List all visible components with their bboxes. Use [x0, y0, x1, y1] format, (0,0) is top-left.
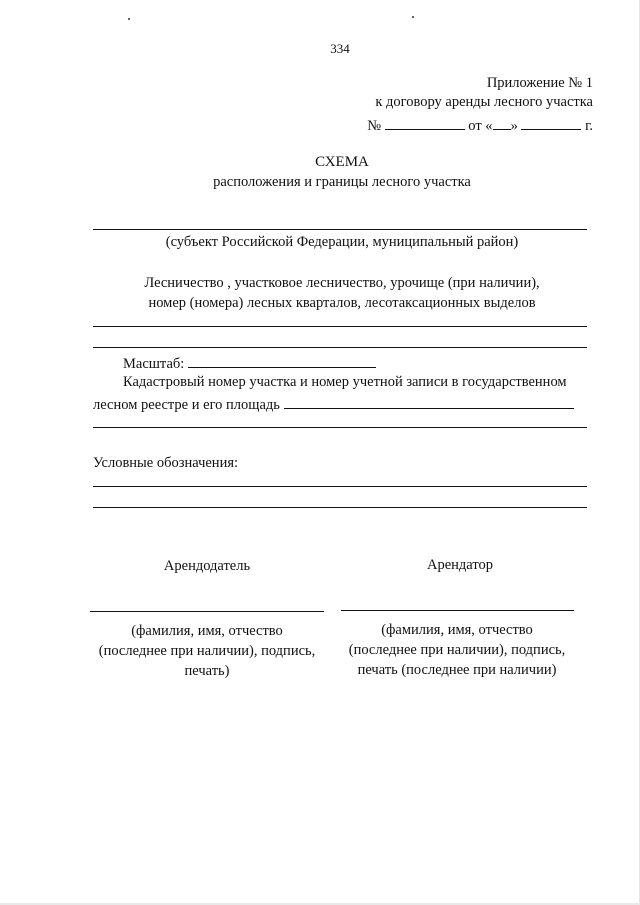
date-from-label: от «	[468, 118, 493, 134]
date-quote-close: »	[510, 118, 518, 134]
forestry-line-2: номер (номера) лесных кварталов, лесотаксационных выделов	[148, 295, 536, 311]
cadastral-line-1: Кадастровый номер участка и номер учетной записи в государственном	[123, 374, 567, 390]
document-subtitle: расположения и границы лесного участка	[213, 174, 471, 190]
page-number: 334	[330, 41, 350, 56]
scale-label: Масштаб:	[123, 356, 185, 372]
lessor-signature-field[interactable]	[90, 611, 324, 612]
cadastral-line-2: лесном реестре и его площадь	[93, 397, 280, 413]
contract-number-field[interactable]	[385, 115, 465, 130]
scan-speck	[412, 16, 414, 18]
scale-field[interactable]	[188, 353, 376, 368]
year-suffix: г.	[585, 118, 593, 134]
lessee-signature-field[interactable]	[341, 610, 574, 611]
date-day-field[interactable]	[493, 115, 511, 130]
cadastral-row-2	[93, 394, 574, 414]
legend-label: Условные обозначения:	[93, 455, 239, 471]
subject-field[interactable]	[93, 229, 587, 230]
subject-caption: (субъект Российской Федерации, муниципальный район)	[165, 234, 519, 250]
lessor-title: Арендодатель	[163, 558, 251, 574]
date-month-year-field[interactable]	[521, 115, 581, 130]
cadastral-field-line[interactable]	[93, 427, 587, 428]
legend-field-line-2[interactable]	[93, 507, 587, 508]
legend-field-line-1[interactable]	[93, 486, 587, 487]
lessor-caption-line-1: (фамилия, имя, отчество	[131, 623, 283, 639]
forestry-line-1: Лесничество , участковое лесничество, урочище (при наличии),	[144, 275, 540, 291]
lessor-caption-line-2: (последнее при наличии), подпись,	[98, 643, 316, 659]
lessee-caption-line-1: (фамилия, имя, отчество	[381, 622, 533, 638]
scale-row	[123, 353, 376, 373]
contract-number-line	[367, 115, 593, 135]
appendix-subtitle: к договору аренды лесного участка	[375, 94, 593, 110]
lessor-caption	[87, 621, 327, 681]
forestry-field-line-2[interactable]	[93, 347, 587, 348]
lessee-title: Арендатор	[426, 557, 493, 573]
forestry-field-line-1[interactable]	[93, 326, 587, 327]
lessee-caption-line-3: печать (последнее при наличии)	[357, 662, 557, 678]
document-title: СХЕМА	[315, 154, 369, 170]
lessee-caption-line-2: (последнее при наличии), подпись,	[348, 642, 566, 658]
scan-speck	[128, 18, 130, 20]
lessor-caption-line-3: печать)	[184, 663, 230, 679]
lessee-caption	[337, 620, 577, 680]
cadastral-area-field[interactable]	[284, 394, 574, 409]
appendix-title: Приложение № 1	[486, 75, 593, 91]
number-prefix: №	[367, 118, 382, 134]
